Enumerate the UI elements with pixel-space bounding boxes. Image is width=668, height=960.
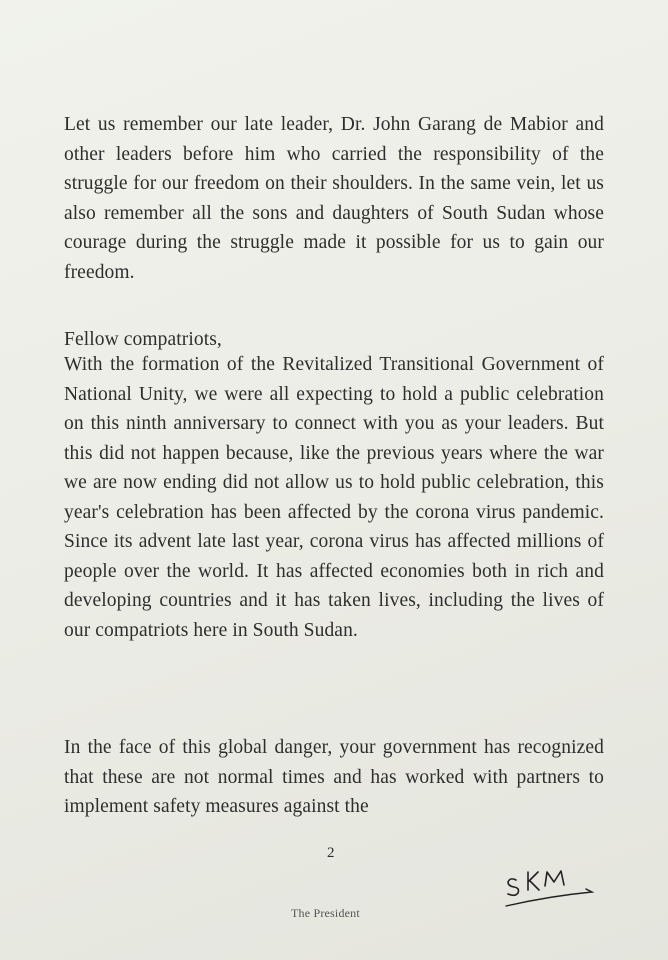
salutation: Fellow compatriots, — [64, 329, 222, 350]
paragraph-1: Let us remember our late leader, Dr. John Garang de Mabior and other leaders before him who carried the responsibility of the struggle for our freedom on their shoulders. In the same vein, let us also remember all the sons and daughters of South Sudan whose courage during the struggle made it possible for us to gain our freedom. — [64, 114, 604, 283]
paragraph-3: In the face of this global danger, your government has recognized that these are not normal times and has worked with partners to implement safety measures against the — [64, 737, 604, 817]
paragraph-2: With the formation of the Revitalized Transitional Government of National Unity, we were all expecting to hold a public celebration on this ninth anniversary to connect with you as your leaders. But this did not happen because, like the previous years where the war we are now ending did not allow us to hold public celebration, this year's celebration has been affected by the corona virus pandemic. Since its advent late last year, corona virus has affected millions of people over the world. It has affected economies both in rich and developing countries and it has taken lives, including the lives of our compatriots here in South Sudan. — [64, 354, 604, 641]
page-number: 2 — [327, 845, 335, 861]
signature-image — [500, 862, 600, 912]
footer-title: The President — [291, 906, 360, 920]
